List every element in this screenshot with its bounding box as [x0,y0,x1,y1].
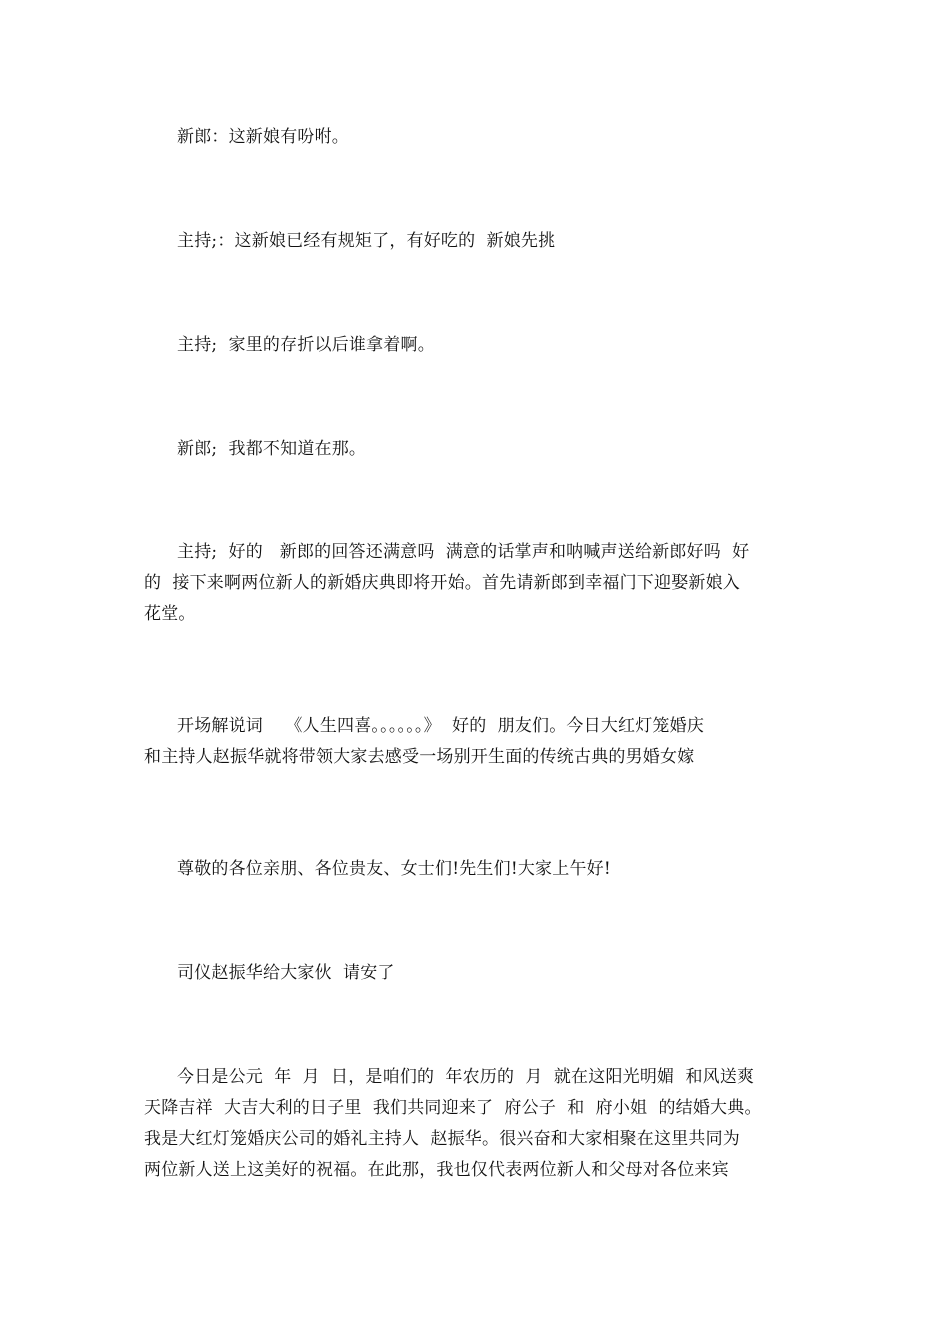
paragraph-line: 的 接下来啊两位新人的新婚庆典即将开始。首先请新郎到幸福门下迎娶新娘入 [144,573,741,593]
paragraph-1 [144,122,810,153]
paragraph-line: 花堂。 [144,604,196,624]
paragraph-7 [144,854,810,885]
paragraph-line: 两位新人送上这美好的祝福。在此那，我也仅代表两位新人和父母对各位来宾 [144,1160,729,1180]
paragraph-8 [144,958,810,989]
paragraph-line: 新郎; 我都不知道在那。 [177,439,367,459]
paragraph-line: 和主持人赵振华就将带领大家去感受一场别开生面的传统古典的男婚女嫁 [144,747,695,767]
paragraph-line: 新郎：这新娘有吩咐。 [177,127,349,147]
paragraph-line: 天降吉祥 大吉大利的日子里 我们共同迎来了 府公子 和 府小姐 的结婚大典。 [144,1098,762,1118]
paragraph-3 [144,330,810,361]
paragraph-5 [144,537,810,630]
paragraph-2 [144,226,810,257]
paragraph-line: 司仪赵振华给大家伙 请安了 [177,963,395,983]
paragraph-line: 今日是公元 年 月 日，是咱们的 年农历的 月 就在这阳光明媚 和风送爽 [177,1067,755,1087]
paragraph-line: 尊敬的各位亲朋、各位贵友、女士们!先生们!大家上午好! [177,859,611,879]
paragraph-4 [144,434,810,465]
paragraph-line: 我是大红灯笼婚庆公司的婚礼主持人 赵振华。很兴奋和大家相聚在这里共同为 [144,1129,741,1149]
paragraph-6 [144,711,810,773]
paragraph-line: 主持; 家里的存折以后谁拿着啊。 [177,335,435,355]
paragraph-9 [144,1062,810,1186]
paragraph-line: 主持; 好的 新郎的回答还满意吗 满意的话掌声和呐喊声送给新郎好吗 好 [177,542,750,562]
paragraph-line: 开场解说词 《人生四喜。。。。。。》 好的 朋友们。今日大红灯笼婚庆 [177,716,705,736]
paragraph-line: 主持;：这新娘已经有规矩了，有好吃的 新娘先挑 [177,231,556,251]
